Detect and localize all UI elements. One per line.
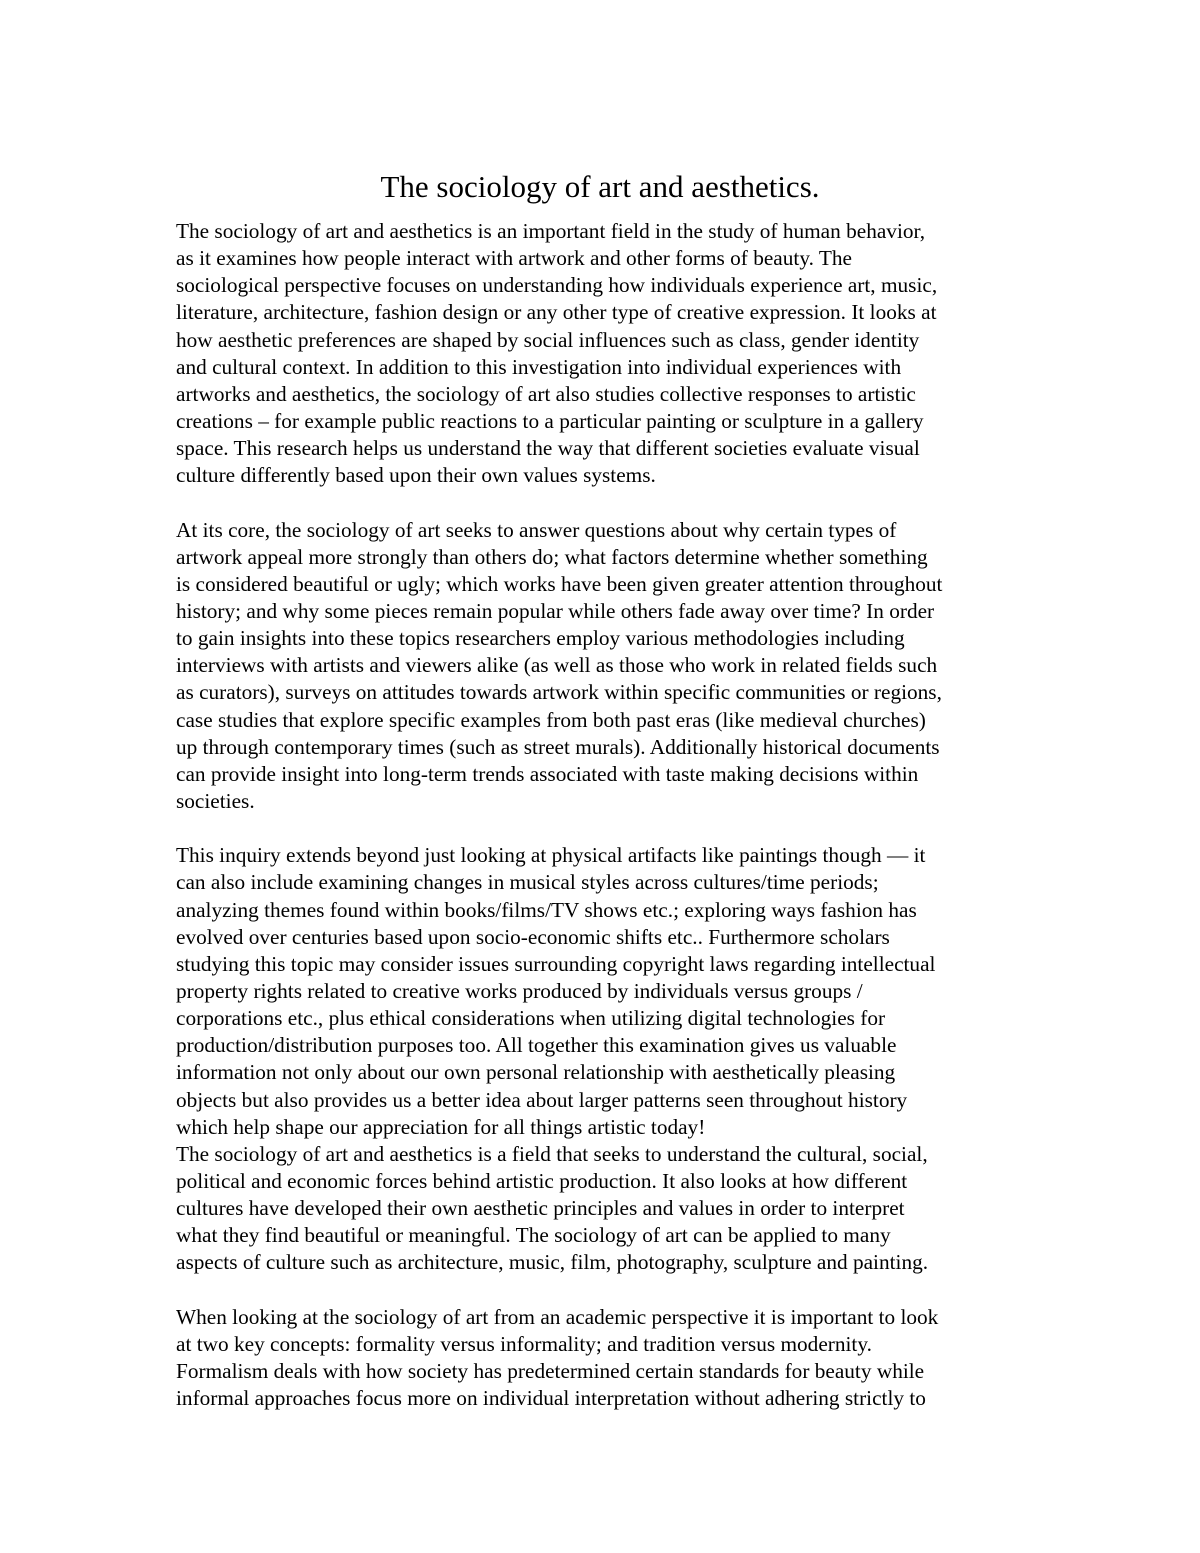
text-line: property rights related to creative works produced by individuals versus groups /	[176, 978, 863, 1003]
text-line: which help shape our appreciation for all things artistic today!	[176, 1114, 706, 1139]
text-line: societies.	[176, 788, 255, 813]
document-title: The sociology of art and aesthetics.	[380, 169, 820, 204]
text-line: cultures have developed their own aesthetic principles and values in order to interpret	[176, 1196, 905, 1221]
text-line: political and economic forces behind artistic production. It also looks at how different	[176, 1168, 908, 1193]
paragraph-gap	[176, 815, 1056, 842]
text-line: history; and why some pieces remain popular while others fade away over time? In order	[176, 598, 935, 623]
text-line: space. This research helps us understand the way that different societies evaluate visual	[176, 436, 920, 461]
paragraph-gap	[176, 489, 1056, 516]
text-line: The sociology of art and aesthetics is an important field in the study of human behavior,	[176, 219, 926, 243]
text-line: is considered beautiful or ugly; which works have been given greater attention throughout	[176, 571, 943, 596]
text-line: as curators), surveys on attitudes towards artwork within specific communities or regions,	[176, 680, 942, 705]
text-line: artworks and aesthetics, the sociology of art also studies collective responses to artistic	[176, 381, 916, 406]
text-line: corporations etc., plus ethical considerations when utilizing digital technologies for	[176, 1006, 886, 1031]
text-line: as it examines how people interact with artwork and other forms of beauty. The	[176, 246, 852, 271]
text-line: at two key concepts: formality versus informality; and tradition versus modernity.	[176, 1331, 872, 1356]
document-body	[176, 218, 1056, 1412]
text-line: and cultural context. In addition to this investigation into individual experiences with	[176, 354, 902, 379]
text-line: aspects of culture such as architecture, music, film, photography, sculpture and painting.	[176, 1250, 929, 1275]
text-line: informal approaches focus more on individual interpretation without adhering strictly to	[176, 1386, 926, 1411]
text-line: evolved over centuries based upon socio-economic shifts etc.. Furthermore scholars	[176, 924, 890, 949]
text-line: what they find beautiful or meaningful. The sociology of art can be applied to many	[176, 1223, 891, 1248]
text-line: objects but also provides us a better idea about larger patterns seen throughout history	[176, 1087, 908, 1112]
text-line: how aesthetic preferences are shaped by social influences such as class, gender identity	[176, 327, 920, 352]
text-line: can also include examining changes in musical styles across cultures/time periods;	[176, 870, 879, 895]
text-line: creations – for example public reactions to a particular painting or sculpture in a gallery	[176, 408, 924, 433]
text-line: When looking at the sociology of art from an academic perspective it is important to look	[176, 1304, 939, 1329]
text-line: studying this topic may consider issues surrounding copyright laws regarding intellectual	[176, 951, 936, 976]
text-line: sociological perspective focuses on understanding how individuals experience art, music,	[176, 273, 938, 298]
text-line: The sociology of art and aesthetics is a field that seeks to understand the cultural, social,	[176, 1141, 928, 1166]
text-line: case studies that explore specific examples from both past eras (like medieval churches)	[176, 707, 926, 732]
text-line: information not only about our own personal relationship with aesthetically pleasing	[176, 1060, 896, 1085]
text-line: literature, architecture, fashion design or any other type of creative expression. It looks at	[176, 300, 937, 325]
text-line: up through contemporary times (such as street murals). Additionally historical documents	[176, 734, 940, 759]
text-line: to gain insights into these topics researchers employ various methodologies including	[176, 626, 905, 651]
text-line: analyzing themes found within books/films/TV shows etc.; exploring ways fashion has	[176, 897, 917, 922]
text-line: production/distribution purposes too. All together this examination gives us valuable	[176, 1033, 897, 1058]
text-line: culture differently based upon their own values systems.	[176, 463, 656, 488]
text-line: artwork appeal more strongly than others do; what factors determine whether something	[176, 544, 928, 569]
text-line: At its core, the sociology of art seeks to answer questions about why certain types of	[176, 517, 897, 542]
text-line: This inquiry extends beyond just looking at physical artifacts like paintings though — it	[176, 843, 926, 868]
text-line: Formalism deals with how society has predetermined certain standards for beauty while	[176, 1358, 925, 1383]
paragraph-gap	[176, 1276, 1056, 1303]
text-line: interviews with artists and viewers alike (as well as those who work in related fields such	[176, 653, 938, 678]
text-line: can provide insight into long-term trends associated with taste making decisions within	[176, 761, 919, 786]
